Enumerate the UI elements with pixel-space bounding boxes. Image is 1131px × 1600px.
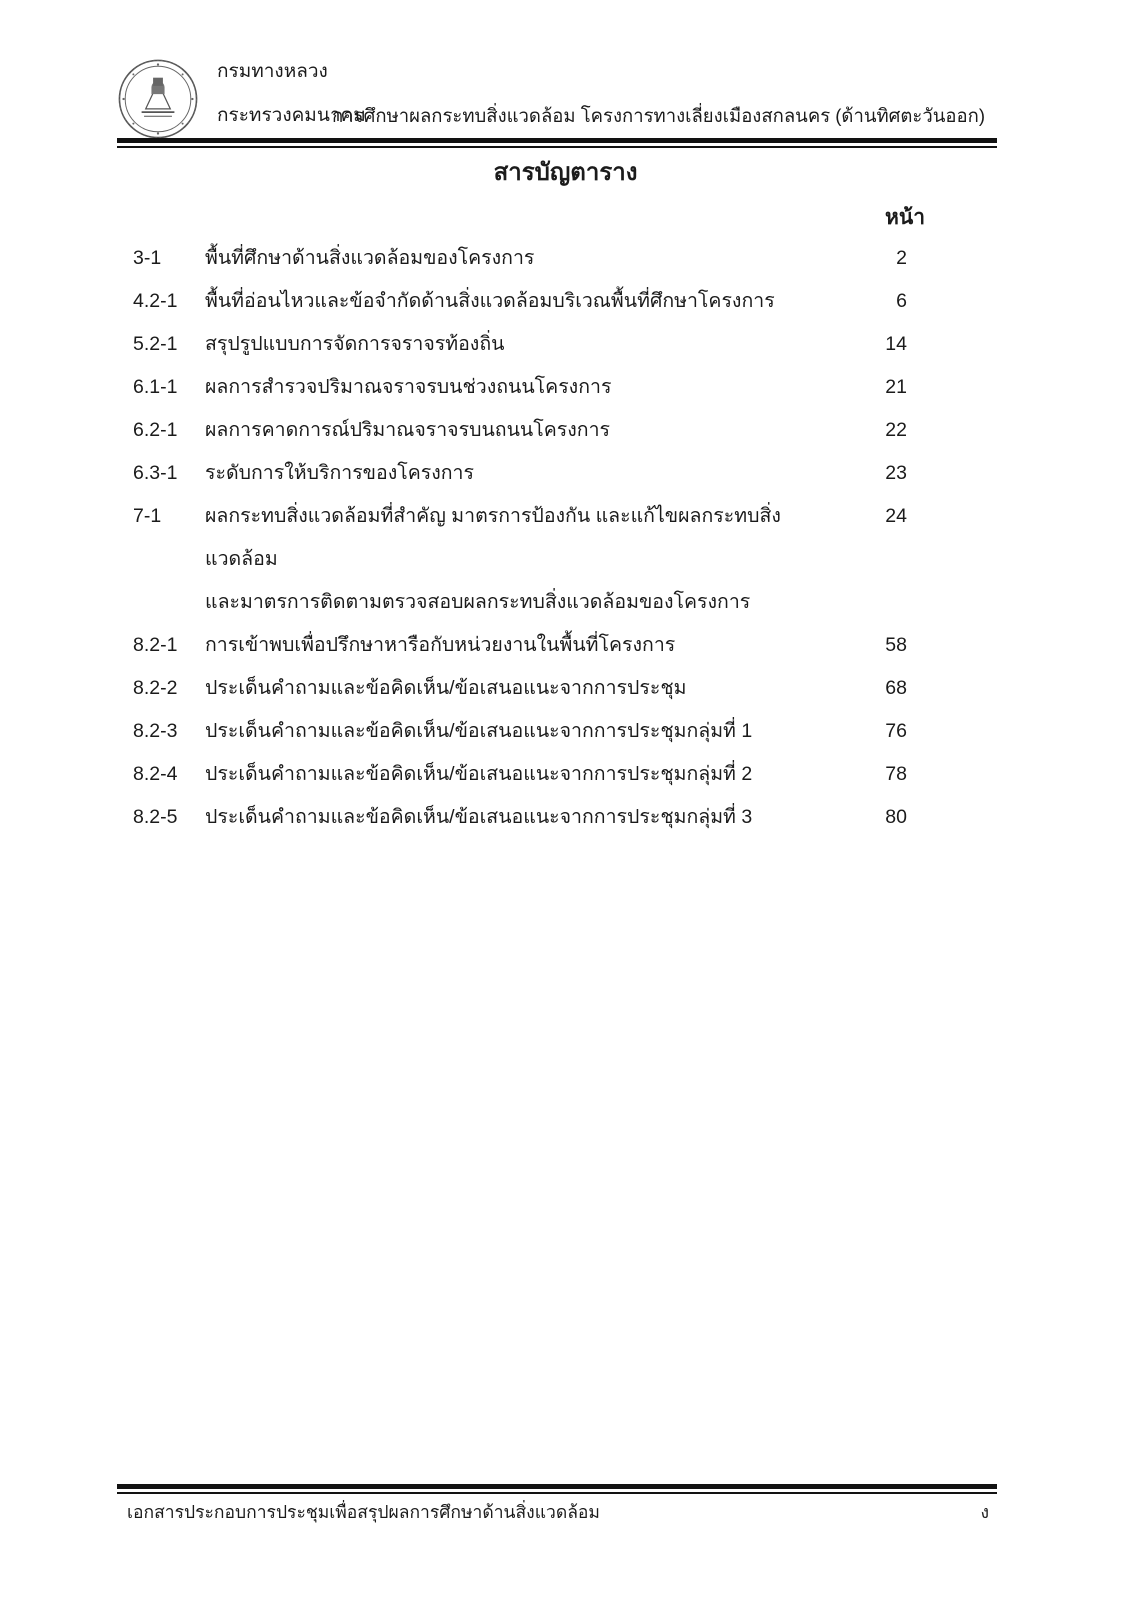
toc-row — [133, 452, 907, 495]
header-divider-rule — [117, 138, 997, 148]
table-of-contents — [133, 237, 907, 839]
toc-entry-number: 8.2-1 — [133, 634, 178, 656]
toc-row — [133, 409, 907, 452]
toc-entry-number: 6.2-1 — [133, 419, 178, 441]
toc-entry-title-line1: ระดับการให้บริการของโครงการ — [205, 462, 474, 484]
toc-entry-page-number: 2 — [896, 247, 907, 269]
toc-row — [133, 710, 907, 753]
toc-entry-title — [205, 452, 861, 495]
toc-entry-title-line1: การเข้าพบเพื่อปรึกษาหารือกับหน่วยงานในพื้นที่โครงการ — [205, 634, 676, 656]
toc-entry-title-line1: ผลกระทบสิ่งแวดล้อมที่สำคัญ มาตรการป้องกัน และแก้ไขผลกระทบสิ่งแวดล้อม — [205, 505, 781, 570]
toc-row — [133, 280, 907, 323]
toc-entry-title-line1: พื้นที่ศึกษาด้านสิ่งแวดล้อมของโครงการ — [205, 247, 535, 269]
toc-row — [133, 366, 907, 409]
toc-entry-number: 7-1 — [133, 505, 162, 527]
toc-entry-title-line1: ผลการสำรวจปริมาณจราจรบนช่วงถนนโครงการ — [205, 376, 612, 398]
toc-entry-number: 8.2-5 — [133, 806, 178, 828]
toc-entry-page-number: 23 — [885, 462, 907, 484]
toc-row — [133, 323, 907, 366]
toc-entry-page-number: 21 — [885, 376, 907, 398]
toc-entry-page-number: 14 — [885, 333, 907, 355]
toc-entry-number: 3-1 — [133, 247, 162, 269]
toc-row — [133, 753, 907, 796]
toc-entry-page-number: 68 — [885, 677, 907, 699]
toc-entry-page-number: 24 — [885, 505, 907, 527]
org-name-line2: กระทรวงคมนาคม — [217, 105, 366, 126]
toc-entry-title — [205, 624, 861, 667]
toc-entry-title — [205, 710, 861, 753]
toc-entry-number: 6.3-1 — [133, 462, 178, 484]
toc-row — [133, 796, 907, 839]
org-name-line1: กรมทางหลวง — [217, 61, 328, 82]
toc-entry-page-number: 22 — [885, 419, 907, 441]
toc-entry-title — [205, 280, 861, 323]
toc-entry-number: 8.2-4 — [133, 763, 178, 785]
toc-entry-title-line1: สรุปรูปแบบการจัดการจราจรท้องถิ่น — [205, 333, 505, 355]
toc-row — [133, 624, 907, 667]
toc-entry-title — [205, 796, 861, 839]
toc-row — [133, 667, 907, 710]
page-header — [117, 56, 997, 134]
toc-entry-title — [205, 366, 861, 409]
toc-entry-title — [205, 667, 861, 710]
toc-entry-title — [205, 237, 861, 280]
toc-entry-page-number: 58 — [885, 634, 907, 656]
toc-entry-number: 8.2-2 — [133, 677, 178, 699]
page-title: สารบัญตาราง — [493, 159, 638, 186]
toc-entry-title-line1: ประเด็นคำถามและข้อคิดเห็น/ข้อเสนอแนะจากการประชุมกลุ่มที่ 1 — [205, 720, 753, 742]
toc-entry-title-line2: และมาตรการติดตามตรวจสอบผลกระทบสิ่งแวดล้อมของโครงการ — [205, 591, 751, 613]
toc-entry-title — [205, 323, 861, 366]
toc-entry-number: 4.2-1 — [133, 290, 178, 312]
footer-document-label: เอกสารประกอบการประชุมเพื่อสรุปผลการศึกษาด้านสิ่งแวดล้อม — [127, 1502, 600, 1522]
toc-entry-page-number: 78 — [885, 763, 907, 785]
toc-row — [133, 495, 907, 624]
department-seal-icon — [117, 58, 199, 140]
toc-entry-title-line1: ประเด็นคำถามและข้อคิดเห็น/ข้อเสนอแนะจากการประชุมกลุ่มที่ 2 — [205, 763, 753, 785]
project-title: การศึกษาผลกระทบสิ่งแวดล้อม โครงการทางเลี่ยงเมืองสกลนคร (ด้านทิศตะวันออก) — [332, 105, 985, 126]
toc-entry-number: 8.2-3 — [133, 720, 178, 742]
toc-entry-title — [205, 409, 861, 452]
toc-row — [133, 237, 907, 280]
toc-entry-page-number: 76 — [885, 720, 907, 742]
toc-entry-title-line1: ประเด็นคำถามและข้อคิดเห็น/ข้อเสนอแนะจากการประชุมกลุ่มที่ 3 — [205, 806, 753, 828]
toc-entry-title-line1: พื้นที่อ่อนไหวและข้อจำกัดด้านสิ่งแวดล้อมบริเวณพื้นที่ศึกษาโครงการ — [205, 290, 775, 312]
toc-entry-title — [205, 753, 861, 796]
toc-entry-page-number: 80 — [885, 806, 907, 828]
toc-entry-title — [205, 495, 861, 624]
footer-divider-rule — [117, 1484, 997, 1494]
toc-entry-number: 6.1-1 — [133, 376, 178, 398]
toc-entry-title-line1: ผลการคาดการณ์ปริมาณจราจรบนถนนโครงการ — [205, 419, 610, 441]
toc-entry-page-number: 6 — [896, 290, 907, 312]
page-footer — [117, 1498, 997, 1526]
footer-page-number: ง — [980, 1502, 989, 1522]
toc-entry-number: 5.2-1 — [133, 333, 178, 355]
page-column-header: หน้า — [885, 206, 925, 229]
toc-entry-title-line1: ประเด็นคำถามและข้อคิดเห็น/ข้อเสนอแนะจากการประชุม — [205, 677, 687, 699]
